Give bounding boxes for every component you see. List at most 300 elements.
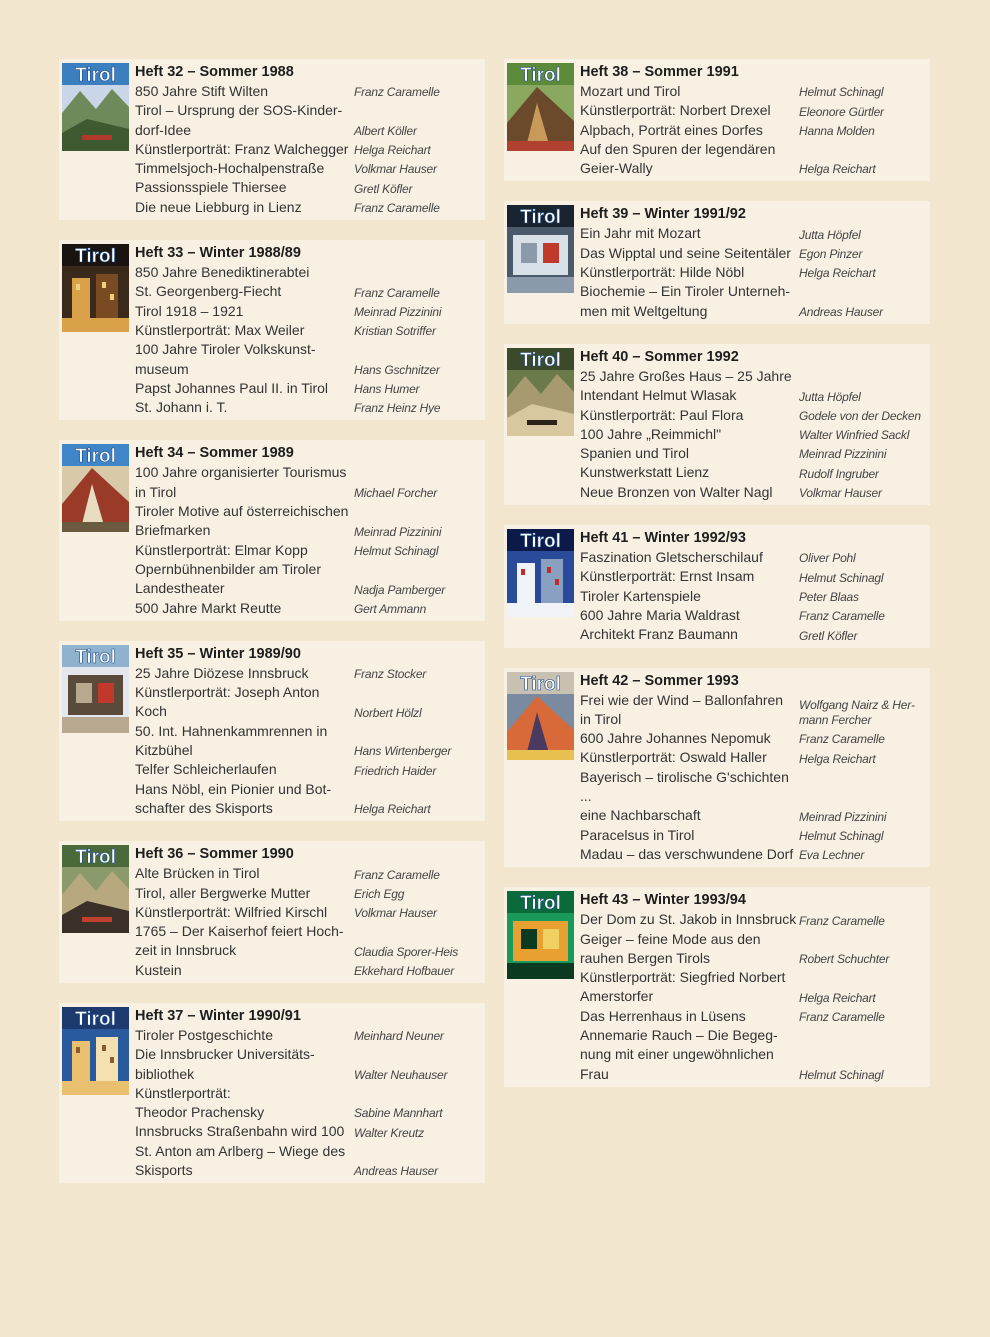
article-row [135,864,477,883]
article-title-line: Theodor Prachensky [135,1104,265,1121]
article-title-line: Künstlerporträt: Oswald Haller [580,749,767,766]
article-title [135,140,354,159]
article-row [580,930,922,969]
article-row [135,922,477,961]
article-title-line: 600 Jahre Johannes Nepomuk [580,730,771,747]
article-author: Rudolf Ingruber [799,466,879,481]
article-title [135,198,354,217]
issue-title: Heft 34 – Sommer 1989 [135,445,294,462]
article-title-line: zeit in Innsbruck [135,942,237,959]
article-title-line: nung mit einer ungewöhnlichen [580,1046,774,1063]
article-row [135,463,477,502]
article-title-line: Intendant Helmut Wlasak [580,387,737,404]
article-title-line: Landestheater [135,580,225,597]
article-row [580,483,922,502]
article-title [580,1026,799,1084]
article-title [580,748,799,767]
article-author: Helga Reichart [799,162,876,177]
article-row [580,548,922,567]
article-title-line: Papst Johannes Paul II. in Tirol [135,379,328,396]
cover-image [507,529,574,617]
article-row [135,502,477,541]
article-title [135,1026,354,1045]
article-title-line: Telfer Schleicherlaufen [135,761,277,778]
article-author: Helga Reichart [799,266,876,281]
issue-card [59,1003,485,1183]
issue-card [59,641,485,821]
article-title [135,398,354,417]
article-author: Franz Caramelle [354,285,440,300]
article-title [580,463,799,482]
article-row [580,101,922,120]
article-row [580,691,922,730]
article-title [135,178,354,197]
article-title-line: Künstlerporträt: Hilde Nöbl [580,264,745,281]
article-row [135,140,477,159]
article-title [580,224,799,243]
article-author: Albert Köller [354,123,417,138]
article-title-line: Das Herrenhaus in Lüsens [580,1007,746,1024]
issue-card [504,887,930,1087]
article-author: Michael Forcher [354,486,438,501]
article-title-line: Alte Brücken in Tirol [135,865,260,882]
cover-logo: Tirol [75,1008,116,1030]
article-row [580,910,922,929]
article-title [135,884,354,903]
article-author: Walter Kreutz [354,1125,424,1140]
article-author: Andreas Hauser [799,304,883,319]
article-title-line: Kustein [135,961,182,978]
article-row [135,541,477,560]
article-title [135,159,354,178]
cover-image [62,244,129,332]
article-title [135,379,354,398]
article-author: Volkmar Hauser [799,486,882,501]
article-title-line: Künstlerporträt: Max Weiler [135,321,305,338]
article-row [135,1122,477,1141]
article-title-line: Künstlerporträt: Siegfried Norbert [580,969,786,986]
issue-cover [507,672,574,760]
article-row [580,729,922,748]
issue-cover [62,244,129,332]
article-title [580,910,799,929]
article-title [135,1084,354,1123]
article-author: Godele von der Decken [799,408,921,423]
article-author: Gert Ammann [354,601,427,616]
article-title [580,140,799,179]
article-title [135,340,354,379]
article-title-line: Künstlerporträt: [135,1084,231,1101]
article-author: Peter Blaas [799,589,859,604]
article-author: Franz Caramelle [354,867,440,882]
article-row [135,760,477,779]
issue-card [59,59,485,220]
article-row [580,625,922,644]
article-title-line: in Tirol [135,483,177,500]
article-author: Walter Winfried Sackl [799,428,910,443]
article-row [135,1084,477,1123]
issue-title: Heft 33 – Winter 1988/89 [135,245,301,262]
article-author: Meinrad Pizzinini [354,304,442,319]
issue-card [59,440,485,620]
article-title-line: Koch [135,703,167,720]
article-row [580,224,922,243]
article-row [135,722,477,761]
article-title [135,463,354,502]
article-title [135,961,354,980]
article-author: Ekkehard Hofbauer [354,963,454,978]
article-author: Volkmar Hauser [354,906,437,921]
article-row [580,121,922,140]
article-author: Meinhard Neuner [354,1029,444,1044]
article-title-line: Innsbrucks Straßenbahn wird 100 [135,1123,345,1140]
article-row [580,425,922,444]
article-title-line: Opernbühnenbilder am Tiroler [135,560,321,577]
article-title-line: Geiger – feine Mode aus den [580,930,761,947]
article-title-line: Auf den Spuren der legendären [580,140,776,157]
article-author: Franz Caramelle [799,913,885,928]
cover-image [62,845,129,933]
article-title-line: Alpbach, Porträt eines Dorfes [580,121,763,138]
article-title [580,1007,799,1026]
issue-title: Heft 42 – Sommer 1993 [580,672,739,689]
article-title-line: 1765 – Der Kaiserhof feiert Hoch- [135,923,344,940]
article-author: Jutta Höpfel [799,227,861,242]
article-title-line: Künstlerporträt: Joseph Anton [135,684,320,701]
article-row [580,282,922,321]
article-author: Helmut Schinagl [799,85,884,100]
article-row [135,159,477,178]
article-title [580,826,799,845]
article-author: Norbert Hölzl [354,705,422,720]
article-row [580,768,922,826]
article-author: Oliver Pohl [799,551,856,566]
right-column [504,59,930,1107]
article-title [580,444,799,463]
issue-title: Heft 36 – Sommer 1990 [135,846,294,863]
article-title-line: Annemarie Rauch – Die Begeg- [580,1026,778,1043]
article-row [135,82,477,101]
article-title [580,244,799,263]
article-row [135,1045,477,1084]
article-title-line: Spanien und Tirol [580,445,689,462]
cover-image [507,205,574,293]
article-author: Franz Caramelle [354,201,440,216]
article-author: Eleonore Gürtler [799,104,884,119]
article-title-line: 100 Jahre Tiroler Volkskunst- [135,341,316,358]
article-title-line: Faszination Gletscherschilauf [580,549,763,566]
article-row [135,903,477,922]
article-title [135,1142,354,1181]
article-author: Meinrad Pizzinini [799,447,887,462]
article-author: Helga Reichart [354,143,431,158]
article-title [135,722,354,761]
cover-logo: Tirol [75,646,116,668]
article-title [135,599,354,618]
article-title-line: Geier-Wally [580,160,653,177]
article-title-line: Amerstorfer [580,988,654,1005]
article-author: Hanna Molden [799,123,875,138]
article-author: Friedrich Haider [354,763,437,778]
article-title [135,541,354,560]
article-row [135,178,477,197]
cover-image [62,63,129,151]
issue-title: Heft 38 – Sommer 1991 [580,64,739,80]
article-title-line: Kunstwerkstatt Lienz [580,464,710,481]
article-row [580,845,922,864]
article-title-line: men mit Weltgeltung [580,302,708,319]
cover-image [507,672,574,760]
article-title [580,768,799,826]
article-title-line: 600 Jahre Maria Waldrast [580,606,740,623]
article-row [135,961,477,980]
cover-logo: Tirol [75,246,116,268]
article-title-line: Künstlerporträt: Paul Flora [580,406,744,423]
article-title [580,282,799,321]
cover-logo: Tirol [520,531,561,553]
article-row [580,826,922,845]
article-title-line: Tirol – Ursprung der SOS-Kinder- [135,102,343,119]
article-title [135,560,354,599]
article-row [580,406,922,425]
issue-card [504,59,930,181]
article-title-line: museum [135,360,189,377]
article-title [580,729,799,748]
article-title-line: Paracelsus in Tirol [580,826,695,843]
article-title [135,1045,354,1084]
article-title [580,968,799,1007]
cover-logo: Tirol [520,893,561,915]
article-row [580,263,922,282]
article-row [135,398,477,417]
article-title-line: Hans Nöbl, ein Pionier und Bot- [135,780,332,797]
article-title-line: Die Innsbrucker Universitäts- [135,1046,315,1063]
article-author: Helmut Schinagl [799,570,884,585]
article-row [580,1007,922,1026]
cover-logo: Tirol [520,349,561,371]
article-title-line: Tirol 1918 – 1921 [135,302,244,319]
issue-cover [507,891,574,979]
article-title [135,502,354,541]
article-title [135,82,354,101]
article-title [580,606,799,625]
article-title [580,587,799,606]
article-author: Volkmar Hauser [354,162,437,177]
issue-title: Heft 39 – Winter 1991/92 [580,206,746,223]
issue-title: Heft 41 – Winter 1992/93 [580,530,746,547]
article-author: Franz Caramelle [799,609,885,624]
cover-logo: Tirol [520,65,561,86]
article-title [135,683,354,722]
article-title [580,82,799,101]
article-title [580,367,799,406]
article-title-line: Madau – das verschwundene Dorf [580,845,794,862]
article-title-line: St. Anton am Arlberg – Wiege des [135,1142,346,1159]
article-title-line: Künstlerporträt: Norbert Drexel [580,102,771,119]
article-author: Franz Caramelle [799,732,885,747]
article-title [580,930,799,969]
article-row [580,748,922,767]
article-title-line: Kitzbühel [135,742,193,759]
article-title-line: eine Nachbarschaft [580,807,701,824]
article-author: Helmut Schinagl [799,1067,884,1082]
article-title-line: Tiroler Postgeschichte [135,1026,273,1043]
article-title [580,406,799,425]
article-title-line: 850 Jahre Benediktinerabtei [135,264,310,281]
left-column [59,59,485,1203]
issue-cover [62,845,129,933]
article-author: Helga Reichart [799,990,876,1005]
article-title-line: Neue Bronzen von Walter Nagl [580,483,773,500]
article-title [580,263,799,282]
article-title-line: Architekt Franz Baumann [580,626,738,643]
cover-image [62,1007,129,1095]
article-author: Franz Caramelle [799,1009,885,1024]
article-row [580,606,922,625]
article-author: Helga Reichart [354,802,431,817]
article-title [580,691,799,730]
article-row [580,463,922,482]
article-title-line: Künstlerporträt: Elmar Kopp [135,541,308,558]
article-title [135,864,354,883]
issue-card [504,525,930,647]
article-title [580,101,799,120]
article-title [135,760,354,779]
article-title-line: 500 Jahre Markt Reutte [135,599,282,616]
article-author: Franz Heinz Hye [354,401,441,416]
article-title-line: bibliothek [135,1065,195,1082]
cover-logo: Tirol [75,446,116,468]
article-author: Jutta Höpfel [799,389,861,404]
article-title [580,483,799,502]
article-title-line: schafter des Skisports [135,799,273,816]
article-title-line: St. Johann i. T. [135,399,228,416]
issue-cover [507,63,574,151]
article-author: Wolfgang Nairz & Her- mann Fercher [799,698,915,728]
article-title-line: St. Georgenberg-Fiecht [135,283,282,300]
article-row [135,1026,477,1045]
article-title-line: Die neue Liebburg in Lienz [135,198,302,215]
article-author: Sabine Mannhart [354,1106,443,1121]
cover-image [62,444,129,532]
article-title [580,625,799,644]
article-row [580,140,922,179]
article-title-line: 100 Jahre „Reimmichl" [580,425,722,442]
article-title [580,425,799,444]
article-title-line: Timmelsjoch-Hochalpenstraße [135,160,325,177]
article-author: Hans Gschnitzer [354,362,440,377]
issue-cover [507,348,574,436]
article-title [135,903,354,922]
article-author: Erich Egg [354,886,405,901]
issue-cover [62,645,129,733]
article-title-line: Skisports [135,1162,193,1179]
article-row [135,263,477,302]
article-title [135,101,354,140]
article-row [135,599,477,618]
article-author: Andreas Hauser [354,1164,438,1179]
article-title [135,302,354,321]
article-title [135,263,354,302]
article-title-line: Mozart und Tirol [580,83,681,99]
article-author: Helga Reichart [799,751,876,766]
article-row [135,1142,477,1181]
article-row [135,884,477,903]
article-row [135,379,477,398]
cover-image [62,645,129,733]
cover-image [507,348,574,436]
article-title-line: Tiroler Kartenspiele [580,587,701,604]
article-title-line: 850 Jahre Stift Wilten [135,83,269,99]
issue-title: Heft 43 – Winter 1993/94 [580,892,746,909]
article-row [135,664,477,683]
article-author: Franz Caramelle [354,85,440,100]
article-title-line: 100 Jahre organisierter Tourismus [135,464,347,481]
article-row [135,683,477,722]
article-title-line: Frau [580,1065,609,1082]
article-title-line: 50. Int. Hahnenkammrennen in [135,722,328,739]
article-title [135,1122,354,1141]
article-author: Walter Neuhauser [354,1067,448,1082]
article-title-line: dorf-Idee [135,121,192,138]
article-author: Kristian Sotriffer [354,324,436,339]
issue-title: Heft 37 – Winter 1990/91 [135,1007,301,1024]
article-row [580,82,922,101]
article-author: Hans Wirtenberger [354,744,452,759]
article-title-line: Bayerisch – tirolische G'schichten ... [580,768,789,805]
article-author: Helmut Schinagl [799,828,884,843]
article-title [135,922,354,961]
article-author: Robert Schuchter [799,952,890,967]
article-title-line: Ein Jahr mit Mozart [580,225,701,242]
issue-card [59,240,485,420]
article-title [135,321,354,340]
issue-cover [507,529,574,617]
article-title-line: Frei wie der Wind – Ballonfahren [580,691,784,708]
article-title-line: Tiroler Motive auf österreichischen [135,503,349,520]
article-title [580,121,799,140]
issue-title: Heft 32 – Sommer 1988 [135,64,294,80]
article-row [580,444,922,463]
article-author: Egon Pinzer [799,247,863,262]
article-row [135,560,477,599]
cover-image [507,63,574,151]
issue-title: Heft 40 – Sommer 1992 [580,348,739,365]
article-title-line: in Tirol [580,710,622,727]
article-author: Gretl Köfler [354,181,413,196]
article-row [580,367,922,406]
cover-logo: Tirol [75,65,116,86]
issue-card [504,668,930,868]
issue-cover [62,1007,129,1095]
article-title-line: 25 Jahre Diözese Innsbruck [135,664,309,681]
article-row [580,567,922,586]
article-author: Franz Stocker [354,667,427,682]
article-row [580,587,922,606]
article-title-line: Das Wipptal und seine Seitentäler [580,244,791,261]
issue-card [504,344,930,505]
article-title-line: Künstlerporträt: Wilfried Kirschl [135,903,328,920]
article-title-line: Briefmarken [135,522,211,539]
article-title-line: Künstlerporträt: Franz Walchegger [135,140,349,157]
article-author: Helmut Schinagl [354,543,439,558]
article-row [135,101,477,140]
issue-cover [62,444,129,532]
article-row [580,968,922,1007]
article-author: Meinrad Pizzinini [354,524,442,539]
article-title-line: Tirol, aller Bergwerke Mutter [135,884,311,901]
article-row [135,198,477,217]
